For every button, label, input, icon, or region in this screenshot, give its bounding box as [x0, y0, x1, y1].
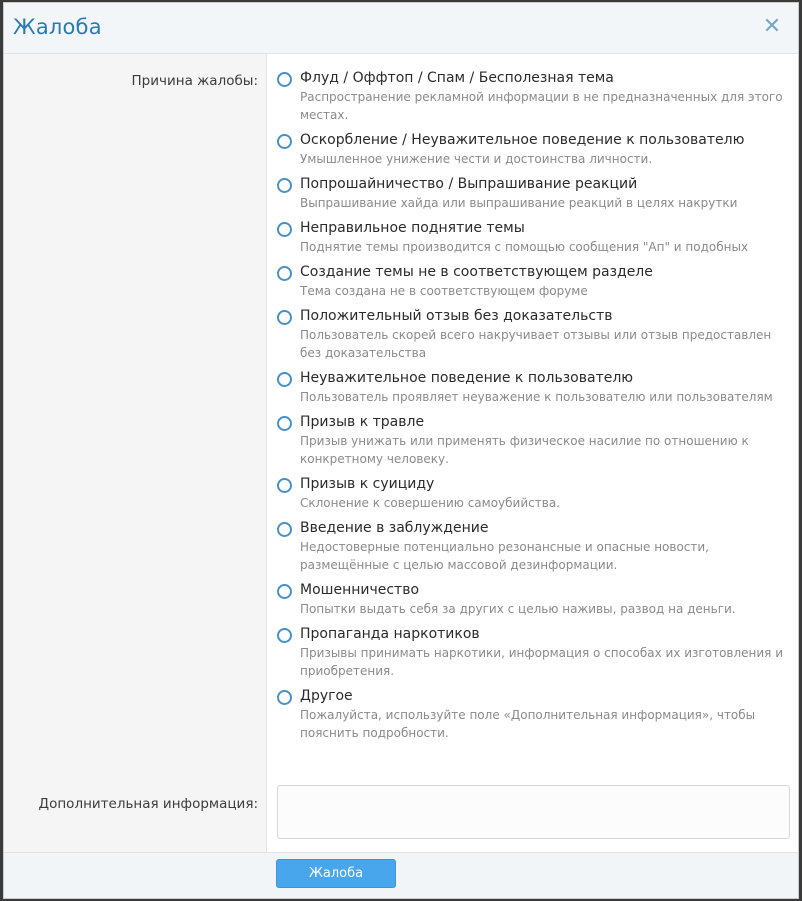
- reason-option-description: Распространение рекламной информации в не предназначенных для этого местах.: [300, 90, 783, 122]
- radio-button[interactable]: [277, 310, 292, 325]
- reason-option-description: Склонение к совершению самоубийства.: [300, 496, 560, 510]
- radio-button[interactable]: [277, 178, 292, 193]
- reason-option-description: Поднятие темы производится с помощью сообщения "Ап" и подобных: [300, 240, 749, 254]
- reason-label: Причина жалобы:: [131, 73, 258, 89]
- reason-option-title[interactable]: Неуважительное поведение к пользователю: [300, 370, 634, 386]
- reason-option[interactable]: [276, 687, 788, 742]
- reason-option[interactable]: [276, 175, 788, 212]
- radio-button[interactable]: [277, 134, 292, 149]
- radio-button[interactable]: [277, 416, 292, 431]
- radio-button[interactable]: [277, 72, 292, 87]
- radio-button[interactable]: [277, 628, 292, 643]
- reason-option[interactable]: [276, 581, 788, 618]
- radio-button[interactable]: [277, 690, 292, 705]
- reason-option-title[interactable]: Мошенничество: [300, 582, 420, 598]
- reason-option-title[interactable]: Попрошайничество / Выпрашивание реакций: [300, 176, 638, 192]
- reason-option-description: Тема создана не в соответствующем форуме: [300, 284, 588, 298]
- reason-option-description: Умышленное унижение чести и достоинства личности.: [300, 152, 653, 166]
- reason-option-description: Призыв унижать или применять физическое насилие по отношению к конкретному человеку.: [300, 434, 749, 466]
- additional-info-input[interactable]: [277, 785, 790, 839]
- reason-option[interactable]: [276, 625, 788, 680]
- reason-option-title[interactable]: Другое: [300, 688, 353, 704]
- reason-option[interactable]: [276, 413, 788, 468]
- dialog-body: [4, 54, 798, 853]
- label-column: [4, 54, 267, 853]
- reason-option-title[interactable]: Флуд / Оффтоп / Спам / Бесполезная тема: [300, 70, 614, 86]
- reason-option-title[interactable]: Введение в заблуждение: [300, 520, 489, 536]
- radio-button[interactable]: [277, 522, 292, 537]
- dialog-title: Жалоба: [13, 15, 102, 39]
- close-icon[interactable]: ✕: [762, 14, 782, 39]
- reason-option[interactable]: [276, 219, 788, 256]
- reason-option[interactable]: [276, 519, 788, 574]
- reason-option[interactable]: [276, 131, 788, 168]
- dialog-footer: [4, 852, 798, 898]
- reason-option-description: Недостоверные потенциально резонансные и опасные новости, размещённые с целью массовой дезинформации.: [300, 540, 709, 572]
- reason-option[interactable]: [276, 369, 788, 406]
- reason-options: [276, 69, 788, 749]
- reason-option-title[interactable]: Призыв к суициду: [300, 476, 435, 492]
- reason-option-title[interactable]: Неправильное поднятие темы: [300, 220, 525, 236]
- reason-option-description: Пожалуйста, используйте поле «Дополнительная информация», чтобы пояснить подробности.: [300, 708, 756, 740]
- reason-option-description: Выпрашивание хайда или выпрашивание реакций в целях накрутки: [300, 196, 738, 210]
- reason-option[interactable]: [276, 263, 788, 300]
- reason-option-title[interactable]: Создание темы не в соответствующем разделе: [300, 264, 653, 280]
- submit-report-button[interactable]: Жалоба: [276, 859, 396, 888]
- radio-button[interactable]: [277, 266, 292, 281]
- reason-option-title[interactable]: Оскорбление / Неуважительное поведение к пользователю: [300, 132, 745, 148]
- reason-option[interactable]: [276, 307, 788, 362]
- reason-option-title[interactable]: Положительный отзыв без доказательств: [300, 308, 613, 324]
- reason-option[interactable]: [276, 69, 788, 124]
- additional-info-label: Дополнительная информация:: [38, 796, 258, 812]
- reason-option-description: Призывы принимать наркотики, информация о способах их изготовления и приобретения.: [300, 646, 784, 678]
- radio-button[interactable]: [277, 478, 292, 493]
- reason-option-title[interactable]: Призыв к травле: [300, 414, 425, 430]
- reason-option[interactable]: [276, 475, 788, 512]
- radio-button[interactable]: [277, 584, 292, 599]
- report-dialog: [3, 2, 799, 899]
- reason-option-description: Попытки выдать себя за других с целью наживы, развод на деньги.: [300, 602, 736, 616]
- reason-option-description: Пользователь скорей всего накручивает отзывы или отзыв предоставлен без доказательства: [300, 328, 772, 360]
- dialog-titlebar: [4, 3, 798, 54]
- reason-option-description: Пользователь проявляет неуважение к пользователю или пользователям: [300, 390, 773, 404]
- radio-button[interactable]: [277, 372, 292, 387]
- reason-option-title[interactable]: Пропаганда наркотиков: [300, 626, 480, 642]
- radio-button[interactable]: [277, 222, 292, 237]
